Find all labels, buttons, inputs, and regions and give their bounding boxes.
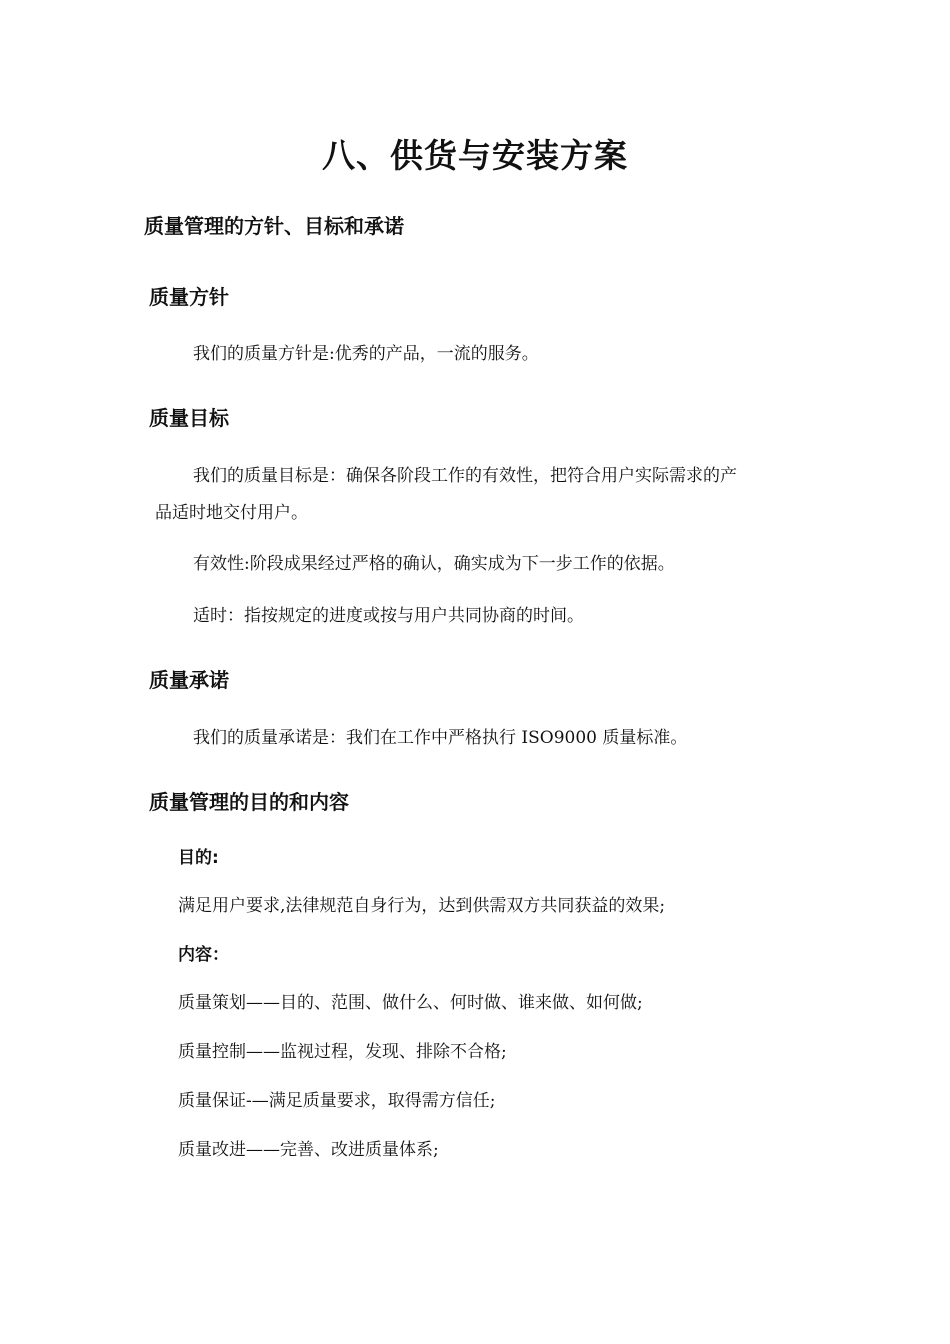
paragraph-timely: 适时：指按规定的进度或按与用户共同协商的时间。 — [193, 606, 584, 626]
section-heading-policy-goals-commitment: 质量管理的方针、目标和承诺 — [144, 214, 404, 238]
paragraph-quality-commitment: 我们的质量承诺是：我们在工作中严格执行 ISO9000 质量标准。 — [193, 728, 688, 748]
list-item-quality-improvement: 质量改进——完善、改进质量体系; — [178, 1140, 439, 1160]
list-item-quality-assurance: 质量保证-—满足质量要求，取得需方信任; — [178, 1091, 496, 1111]
list-item-quality-control: 质量控制——监视过程，发现、排除不合格; — [178, 1042, 507, 1062]
paragraph-quality-goal-line1: 我们的质量目标是：确保各阶段工作的有效性，把符合用户实际需求的产 — [193, 466, 737, 486]
label-purpose: 目的: — [178, 848, 219, 868]
paragraph-purpose: 满足用户要求,法律规范自身行为，达到供需双方共同获益的效果; — [178, 896, 666, 916]
paragraph-quality-goal-line2: 品适时地交付用户。 — [155, 503, 308, 523]
document-title: 八、供货与安装方案 — [322, 136, 628, 175]
paragraph-quality-policy: 我们的质量方针是:优秀的产品，一流的服务。 — [193, 344, 539, 364]
subheading-quality-goal: 质量目标 — [149, 406, 229, 430]
section-heading-purpose-content: 质量管理的目的和内容 — [149, 790, 349, 814]
list-item-quality-planning: 质量策划——目的、范围、做什么、何时做、谁来做、如何做; — [178, 993, 643, 1013]
subheading-quality-commitment: 质量承诺 — [149, 668, 229, 692]
subheading-quality-policy: 质量方针 — [149, 285, 229, 309]
label-content: 内容： — [178, 945, 229, 965]
paragraph-validity: 有效性:阶段成果经过严格的确认，确实成为下一步工作的依据。 — [193, 554, 675, 574]
